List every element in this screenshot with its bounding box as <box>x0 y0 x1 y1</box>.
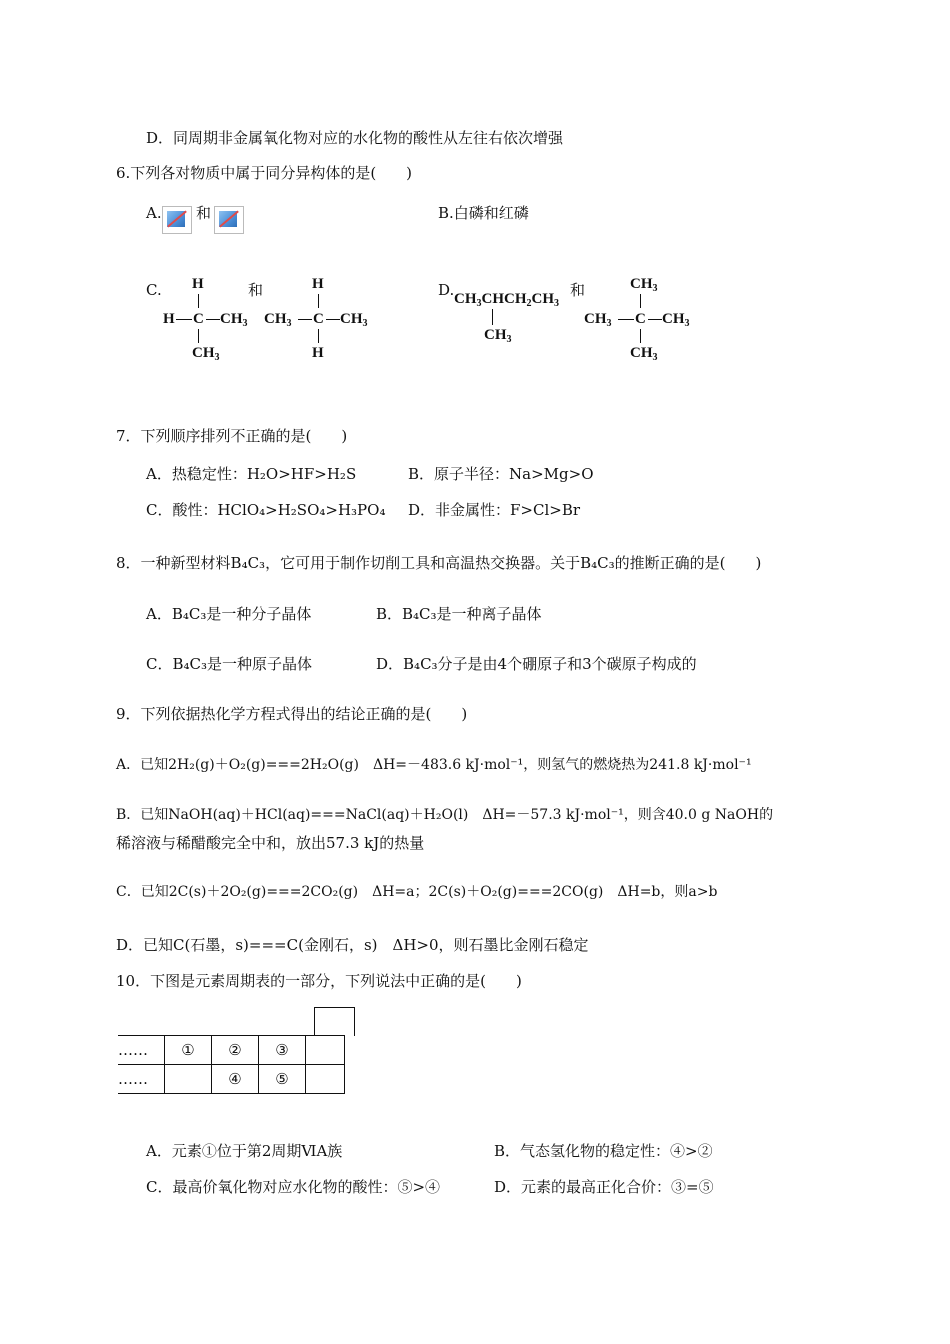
q8-stem: 8．一种新型材料B₄C₃，它可用于制作切削工具和高温热交换器。关于B₄C₃的推断正确的是( ) <box>116 554 762 572</box>
q5-option-d: D．同周期非金属氧化物对应的水化物的酸性从左往右依次增强 <box>146 129 564 147</box>
q6-option-c-and: 和 <box>248 281 264 299</box>
group-ch3: $CH_3$ <box>340 311 368 329</box>
q9-option-b-line2: 稀溶液与稀醋酸完全中和，放出57.3 kJ的热量 <box>116 834 425 852</box>
q7-option-d: D．非金属性：F>Cl>Br <box>408 501 581 519</box>
q8-option-c: C．B₄C₃是一种原子晶体 <box>146 655 313 673</box>
atom-c: C <box>313 311 324 327</box>
q8-option-a: A．B₄C₃是一种分子晶体 <box>146 605 312 623</box>
chain-formula: $CH_3CHCH_2CH_3$ <box>454 291 559 309</box>
table-cell: ④ <box>212 1065 259 1094</box>
group-ch3: $CH_3$ <box>630 345 658 363</box>
q10-option-c: C．最高价氧化物对应水化物的酸性：⑤>④ <box>146 1178 441 1196</box>
table-cell: …… <box>118 1041 148 1059</box>
group-ch3: $CH_3$ <box>662 311 690 329</box>
q10-stem: 10．下图是元素周期表的一部分，下列说法中正确的是( ) <box>116 972 522 990</box>
q6-d-structure-1 <box>454 288 578 350</box>
periodic-table-top-cell <box>314 1007 355 1036</box>
q8-option-d: D．B₄C₃分子是由4个硼原子和3个碳原子构成的 <box>376 655 697 673</box>
table-cell <box>306 1065 345 1094</box>
q7-option-b: B．原子半径：Na>Mg>O <box>408 465 594 483</box>
q10-option-b: B．气态氢化物的稳定性：④>② <box>494 1142 713 1160</box>
table-cell: …… <box>118 1070 148 1088</box>
periodic-table-fragment <box>118 1035 345 1094</box>
group-ch3: $CH_3$ <box>220 311 248 329</box>
q10-option-a: A．元素①位于第2周期ⅥA族 <box>146 1142 343 1160</box>
q9-stem: 9．下列依据热化学方程式得出的结论正确的是( ) <box>116 705 468 723</box>
table-cell: ⑤ <box>259 1065 306 1094</box>
table-cell: ③ <box>259 1036 306 1065</box>
broken-image-icon <box>214 206 244 234</box>
group-ch3: $CH_3$ <box>192 345 220 363</box>
q6-option-a-label: A. <box>146 204 162 222</box>
q6-option-d-label: D. <box>438 281 455 299</box>
broken-image-icon <box>162 206 192 234</box>
group-ch3: $CH_3$ <box>584 311 612 329</box>
q6-c-structure-2 <box>262 272 382 364</box>
q7-stem: 7．下列顺序排列不正确的是( ) <box>116 427 348 445</box>
q6-d-structure-2 <box>584 272 704 364</box>
table-cell: ② <box>212 1036 259 1065</box>
q9-option-a: A．已知2H₂(g)＋O₂(g)===2H₂O(g) ΔH=－483.6 kJ·mol⁻¹，则氢气的燃烧热为241.8 kJ·mol⁻¹ <box>116 757 752 773</box>
atom-c: C <box>635 311 646 327</box>
q9-option-b-line1: B．已知NaOH(aq)＋HCl(aq)===NaCl(aq)＋H₂O(l) ΔH=－57.3 kJ·mol⁻¹，则含40.0 g NaOH的 <box>116 807 774 823</box>
q8-option-b: B．B₄C₃是一种离子晶体 <box>376 605 542 623</box>
group-ch3: $CH_3$ <box>484 327 512 345</box>
q9-option-c: C．已知2C(s)＋2O₂(g)===2CO₂(g) ΔH=a；2C(s)＋O₂(g)===2CO(g) ΔH=b，则a>b <box>116 884 718 900</box>
atom-c: C <box>193 311 204 327</box>
table-cell: ① <box>165 1036 212 1065</box>
atom-h: H <box>192 276 204 292</box>
q6-option-b: B.白磷和红磷 <box>438 204 529 222</box>
q6-stem: 6.下列各对物质中属于同分异构体的是( ) <box>116 164 413 182</box>
q10-option-d: D．元素的最高正化合价：③=⑤ <box>494 1178 714 1196</box>
table-cell <box>306 1036 345 1065</box>
q9-option-d: D．已知C(石墨，s)===C(金刚石，s) ΔH>0，则石墨比金刚石稳定 <box>116 936 589 954</box>
table-cell <box>165 1065 212 1094</box>
q6-option-a-and: 和 <box>196 204 212 222</box>
atom-h: H <box>163 311 175 327</box>
q6-option-c-label: C. <box>146 281 162 299</box>
q7-option-a: A．热稳定性：H₂O>HF>H₂S <box>146 465 357 483</box>
q6-option-d-and: 和 <box>570 281 586 299</box>
atom-h: H <box>312 345 324 361</box>
group-ch3: $CH_3$ <box>630 276 658 294</box>
group-ch3: $CH_3$ <box>264 311 292 329</box>
atom-h: H <box>312 276 324 292</box>
q7-option-c: C．酸性：HClO₄>H₂SO₄>H₃PO₄ <box>146 501 386 519</box>
